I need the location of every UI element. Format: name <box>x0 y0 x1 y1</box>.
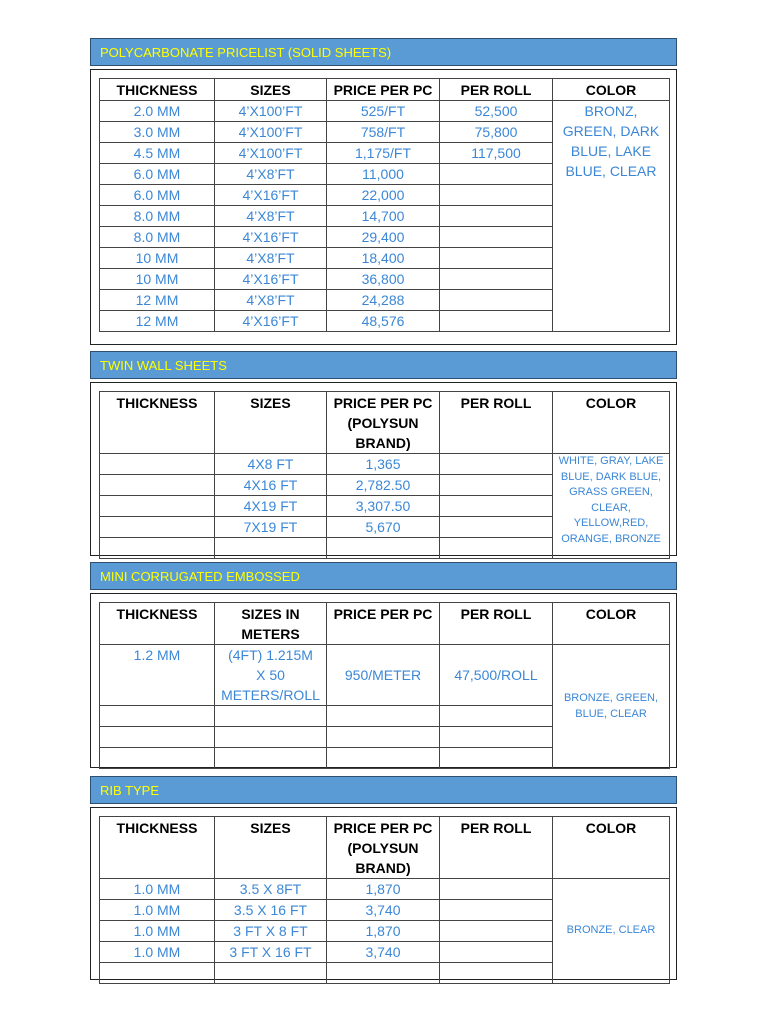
twin-wall-section <box>90 351 677 545</box>
color-line: GRASS GREEN, <box>569 486 653 498</box>
header-thickness: THICKNESS <box>100 392 215 454</box>
color-line: BLUE, CLEAR <box>575 707 647 720</box>
header-line: BRAND) <box>355 435 411 451</box>
cell-price: 36,800 <box>327 269 440 290</box>
section-title: POLYCARBONATE PRICELIST (SOLID SHEETS) <box>90 38 677 66</box>
cell-price: 2,782.50 <box>327 475 440 496</box>
table-row <box>100 645 670 706</box>
cell-per-roll <box>440 517 553 538</box>
mini-corrugated-box <box>90 593 677 768</box>
cell-price: 950/METER <box>327 645 440 706</box>
section-title: MINI CORRUGATED EMBOSSED <box>90 562 677 590</box>
cell-price: 11,000 <box>327 164 440 185</box>
cell-thickness <box>100 517 215 538</box>
cell-thickness <box>100 538 215 559</box>
cell-price: 3,307.50 <box>327 496 440 517</box>
cell-per-roll <box>440 475 553 496</box>
header-line: (POLYSUN <box>347 415 419 431</box>
cell-price: 24,288 <box>327 290 440 311</box>
cell-per-roll <box>440 879 553 900</box>
cell-per-roll <box>440 185 553 206</box>
cell-size: 4’X100’FT <box>215 122 327 143</box>
header-line: PRICE PER PC <box>333 395 433 411</box>
cell-thickness: 1.0 MM <box>100 942 215 963</box>
table-header-row <box>100 603 670 645</box>
cell-price <box>327 538 440 559</box>
empty-cell <box>100 748 215 769</box>
color-line: WHITE, GRAY, LAKE <box>558 455 664 467</box>
table-header-row <box>100 79 670 101</box>
empty-cell <box>327 727 440 748</box>
color-line: BLUE, LAKE <box>570 143 652 159</box>
empty-cell <box>100 706 215 727</box>
empty-cell <box>327 706 440 727</box>
color-line: YELLOW,RED, <box>573 517 649 529</box>
rib-type-table <box>99 816 670 984</box>
empty-cell <box>440 706 553 727</box>
table-header-row <box>100 817 670 879</box>
cell-price: 1,870 <box>327 879 440 900</box>
cell-size <box>215 538 327 559</box>
header-color: COLOR <box>553 817 670 879</box>
header-sizes <box>215 603 327 645</box>
table-row <box>100 879 670 900</box>
empty-cell <box>327 748 440 769</box>
header-per-roll: PER ROLL <box>440 817 553 879</box>
cell-thickness <box>100 454 215 475</box>
cell-per-roll <box>440 290 553 311</box>
cell-size: 4’X16’FT <box>215 185 327 206</box>
cell-per-roll <box>440 206 553 227</box>
cell-per-roll: 52,500 <box>440 101 553 122</box>
cell-thickness: 2.0 MM <box>100 101 215 122</box>
empty-cell <box>215 727 327 748</box>
cell-color <box>553 645 670 769</box>
cell-per-roll: 47,500/ROLL <box>440 645 553 706</box>
cell-size: 4’X16’FT <box>215 269 327 290</box>
cell-thickness: 1.0 MM <box>100 900 215 921</box>
cell-price: 5,670 <box>327 517 440 538</box>
header-line: PRICE PER PC <box>333 820 433 836</box>
twin-wall-table <box>99 391 670 559</box>
cell-size: 3.5 X 8FT <box>215 879 327 900</box>
cell-price: 18,400 <box>327 248 440 269</box>
cell-thickness: 4.5 MM <box>100 143 215 164</box>
cell-thickness: 12 MM <box>100 311 215 332</box>
cell-per-roll <box>440 311 553 332</box>
cell-thickness: 3.0 MM <box>100 122 215 143</box>
cell-size: 3 FT X 8 FT <box>215 921 327 942</box>
cell-per-roll <box>440 942 553 963</box>
cell-size: 3 FT X 16 FT <box>215 942 327 963</box>
size-line: X 50 <box>256 667 285 683</box>
cell-per-roll <box>440 900 553 921</box>
cell-size: 7X19 FT <box>215 517 327 538</box>
color-line: BRONZE, GREEN, <box>563 692 659 704</box>
cell-size: 4’X100’FT <box>215 143 327 164</box>
cell-thickness: 8.0 MM <box>100 227 215 248</box>
cell-size: 4’X8’FT <box>215 206 327 227</box>
cell-price: 1,365 <box>327 454 440 475</box>
cell-per-roll <box>440 164 553 185</box>
header-per-roll: PER ROLL <box>440 603 553 645</box>
color-line: GREEN, DARK <box>562 123 660 139</box>
cell-per-roll <box>440 963 553 984</box>
cell-size <box>215 645 327 706</box>
header-color: COLOR <box>553 392 670 454</box>
table-header-row <box>100 392 670 454</box>
empty-cell <box>100 727 215 748</box>
color-line: BRONZ, <box>584 103 638 119</box>
cell-per-roll <box>440 248 553 269</box>
header-line: METERS <box>241 626 300 642</box>
color-line: ORANGE, BRONZE <box>561 532 661 545</box>
solid-sheets-box <box>90 69 677 345</box>
cell-size: 4X8 FT <box>215 454 327 475</box>
solid-sheets-table <box>99 78 670 332</box>
color-line: BLUE, CLEAR <box>565 163 657 179</box>
cell-per-roll <box>440 496 553 517</box>
header-color: COLOR <box>553 603 670 645</box>
color-line: BLUE, DARK BLUE, <box>560 470 662 483</box>
cell-size: 4X16 FT <box>215 475 327 496</box>
cell-per-roll <box>440 227 553 248</box>
cell-price: 3,740 <box>327 942 440 963</box>
table-row <box>100 454 670 475</box>
cell-thickness: 10 MM <box>100 248 215 269</box>
size-line: (4FT) 1.215M <box>228 647 313 663</box>
cell-size: 4’X16’FT <box>215 311 327 332</box>
cell-thickness: 12 MM <box>100 290 215 311</box>
header-price <box>327 392 440 454</box>
cell-price: 525/FT <box>327 101 440 122</box>
cell-price: 1,175/FT <box>327 143 440 164</box>
twin-wall-box <box>90 382 677 556</box>
cell-size: 4X19 FT <box>215 496 327 517</box>
table-row <box>100 101 670 122</box>
header-price: PRICE PER PC <box>327 603 440 645</box>
cell-thickness: 8.0 MM <box>100 206 215 227</box>
cell-price: 22,000 <box>327 185 440 206</box>
cell-thickness: 1.0 MM <box>100 921 215 942</box>
cell-thickness: 1.0 MM <box>100 879 215 900</box>
section-title: RIB TYPE <box>90 776 677 804</box>
empty-cell <box>215 706 327 727</box>
size-line: METERS/ROLL <box>221 687 320 703</box>
cell-size: 4’X16’FT <box>215 227 327 248</box>
cell-size: 4’X8’FT <box>215 248 327 269</box>
cell-per-roll <box>440 454 553 475</box>
cell-size: 4’X100’FT <box>215 101 327 122</box>
mini-corrugated-table <box>99 602 670 769</box>
cell-price: 29,400 <box>327 227 440 248</box>
cell-per-roll: 75,800 <box>440 122 553 143</box>
cell-price: 758/FT <box>327 122 440 143</box>
cell-price: 3,740 <box>327 900 440 921</box>
header-thickness: THICKNESS <box>100 817 215 879</box>
empty-cell <box>440 727 553 748</box>
empty-cell <box>215 748 327 769</box>
cell-thickness <box>100 496 215 517</box>
cell-per-roll <box>440 538 553 559</box>
cell-size: 3.5 X 16 FT <box>215 900 327 921</box>
header-line: BRAND) <box>355 860 411 876</box>
header-color: COLOR <box>553 79 670 101</box>
cell-color <box>553 454 670 559</box>
cell-price <box>327 963 440 984</box>
cell-price: 1,870 <box>327 921 440 942</box>
header-per-roll: PER ROLL <box>440 392 553 454</box>
rib-type-box <box>90 807 677 980</box>
header-thickness: THICKNESS <box>100 603 215 645</box>
cell-thickness: 1.2 MM <box>100 645 215 706</box>
header-price <box>327 817 440 879</box>
header-line: (POLYSUN <box>347 840 419 856</box>
header-thickness: THICKNESS <box>100 79 215 101</box>
cell-price: 48,576 <box>327 311 440 332</box>
mini-corrugated-section <box>90 562 677 720</box>
cell-per-roll: 117,500 <box>440 143 553 164</box>
header-per-roll: PER ROLL <box>440 79 553 101</box>
color-line: CLEAR, <box>591 501 631 514</box>
rib-type-section <box>90 776 677 960</box>
cell-thickness <box>100 475 215 496</box>
empty-cell <box>440 748 553 769</box>
cell-price: 14,700 <box>327 206 440 227</box>
header-sizes: SIZES <box>215 817 327 879</box>
cell-color: BRONZE, CLEAR <box>553 879 670 984</box>
cell-thickness <box>100 963 215 984</box>
header-line: SIZES IN <box>241 606 300 622</box>
header-price: PRICE PER PC <box>327 79 440 101</box>
header-sizes: SIZES <box>215 392 327 454</box>
cell-per-roll <box>440 269 553 290</box>
cell-size: 4’X8’FT <box>215 164 327 185</box>
cell-thickness: 6.0 MM <box>100 185 215 206</box>
cell-thickness: 6.0 MM <box>100 164 215 185</box>
header-sizes: SIZES <box>215 79 327 101</box>
cell-size <box>215 963 327 984</box>
solid-sheets-section <box>90 38 677 329</box>
cell-per-roll <box>440 921 553 942</box>
cell-thickness: 10 MM <box>100 269 215 290</box>
section-title: TWIN WALL SHEETS <box>90 351 677 379</box>
cell-size: 4’X8’FT <box>215 290 327 311</box>
cell-color <box>553 101 670 332</box>
